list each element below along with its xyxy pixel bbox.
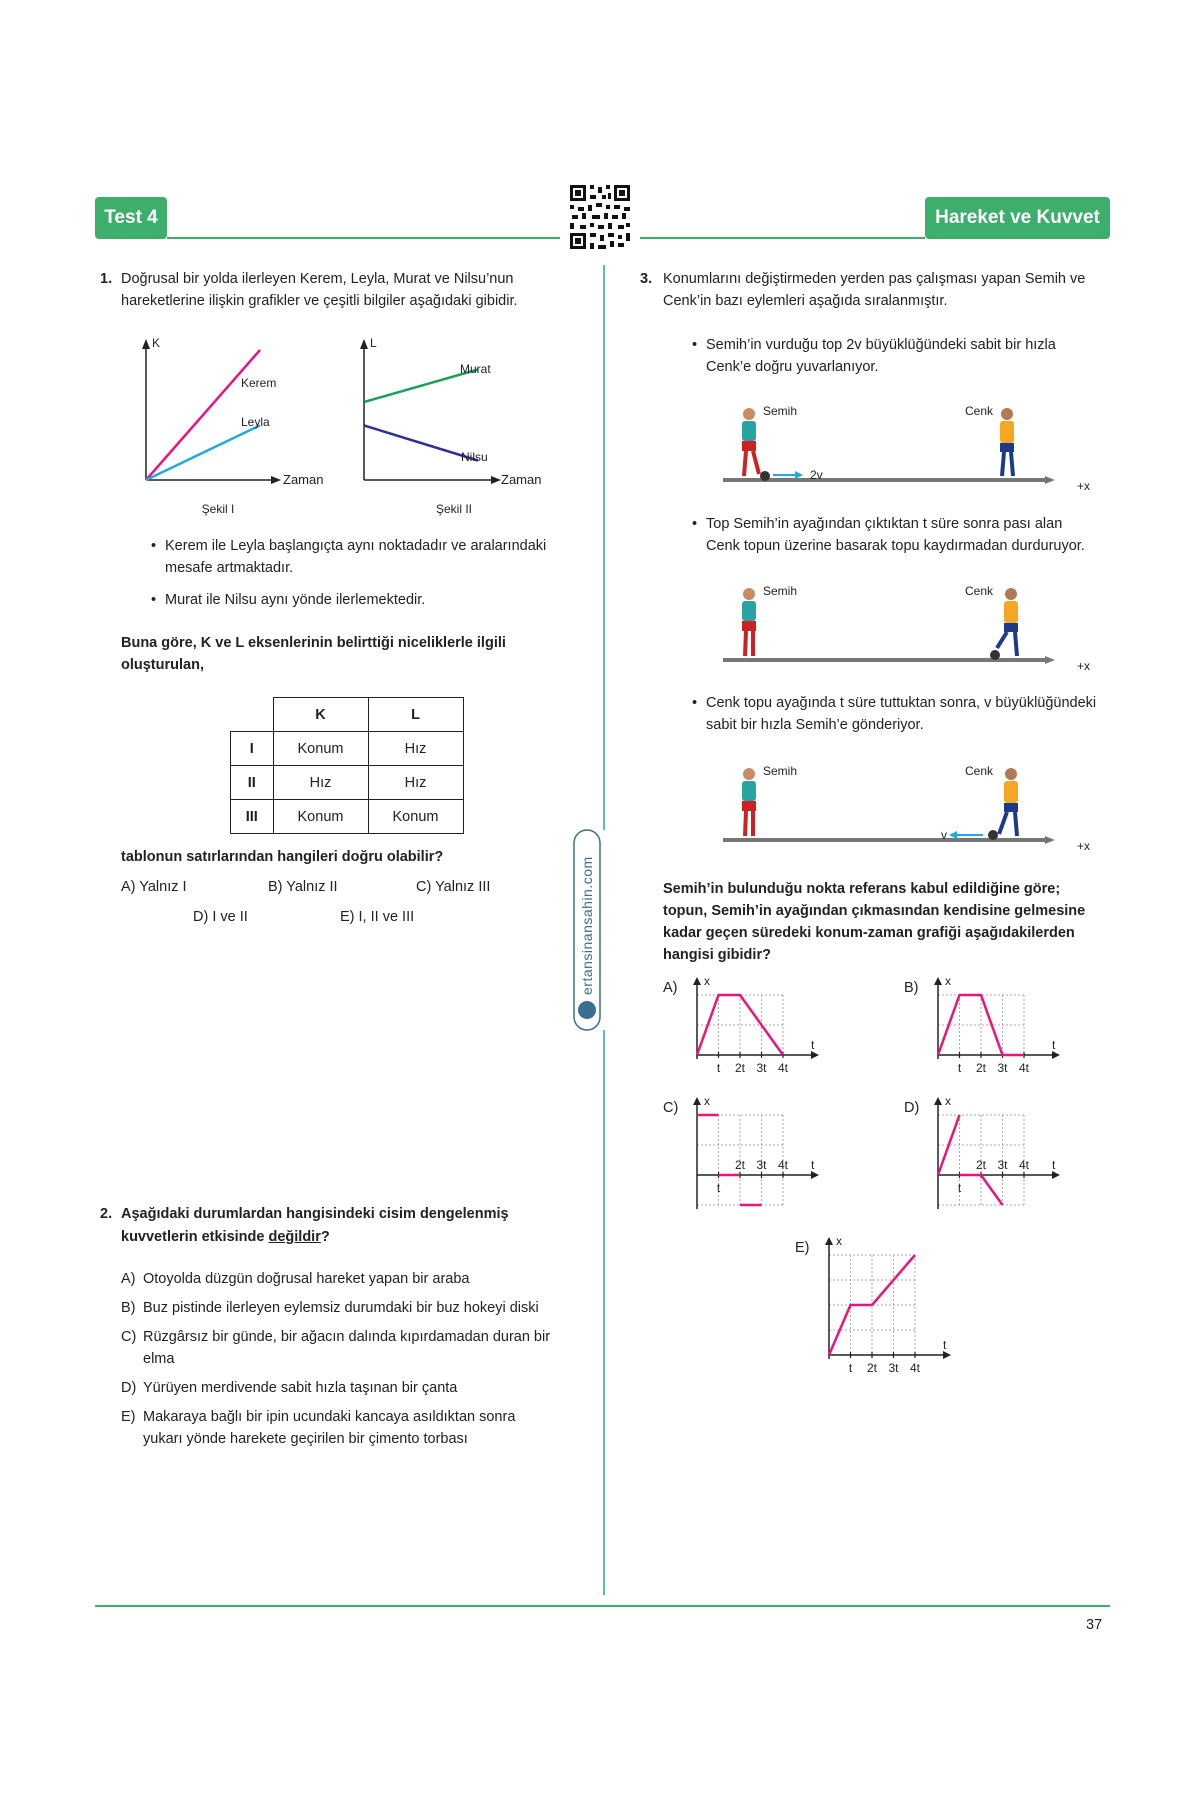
test-label: Test 4: [95, 197, 167, 239]
q3-choice-a-label[interactable]: A): [663, 980, 678, 996]
q2-option-e[interactable]: [121, 1406, 571, 1450]
header-rule-right: [640, 237, 925, 239]
q2-option-b[interactable]: [121, 1297, 571, 1319]
table-cell: Konum: [273, 732, 368, 766]
q1-intro-line2: hareketlerine ilişkin grafikler ve çeşitli bilgiler aşağıdaki gibidir.: [121, 293, 518, 309]
q1-figure1: [130, 335, 324, 525]
fig1-caption: Şekil I: [201, 502, 235, 516]
q3-bullet2-line1: • Top Semih’in ayağından çıktıktan t süre sonra pası alan: [706, 513, 1062, 535]
fig2-axis-y: L: [370, 336, 377, 350]
scene1-player2: Cenk: [965, 404, 994, 418]
table-row-label: III: [231, 800, 274, 834]
q1-option-a[interactable]: A) Yalnız I: [121, 879, 187, 895]
q2-option-letter: B): [121, 1300, 136, 1316]
qr-code-icon: [568, 183, 632, 251]
fig2-caption: Şekil II: [435, 502, 473, 516]
table-cell: Konum: [368, 800, 463, 834]
semih-player-icon: [742, 408, 759, 476]
q2-option-a[interactable]: [121, 1268, 571, 1290]
q1-figure2: [348, 335, 548, 525]
graph-segment: [938, 1115, 960, 1175]
q3-stem-line2: topun, Semih’in ayağından çıkmasından kendisine gelmesine: [663, 903, 1086, 919]
website-label: [572, 830, 602, 1030]
page-number: 37: [1086, 1617, 1103, 1633]
q1-bullet1-line1: • Kerem ile Leyla başlangıçta aynı noktadadır ve aralarındaki: [165, 535, 546, 557]
x-tick-label: 2t: [866, 1361, 878, 1375]
q3-choice-d-label[interactable]: D): [904, 1100, 920, 1116]
scene1-axis: +x: [1077, 479, 1091, 493]
semih-player-icon: [742, 768, 756, 836]
scene2-player1: Semih: [763, 584, 798, 598]
x-tick-label: 2t: [975, 1158, 987, 1172]
scene3-axis: +x: [1077, 839, 1091, 853]
cenk-player-icon: [1000, 408, 1014, 476]
y-axis-arrow: [934, 977, 942, 985]
q2-option-c[interactable]: [121, 1326, 571, 1370]
x-axis-arrow: [1052, 1171, 1060, 1179]
x-tick-label: 3t: [997, 1158, 1008, 1172]
x-axis-arrow: [811, 1171, 819, 1179]
header-rule-left: [167, 237, 560, 239]
table-row: [231, 800, 464, 834]
scene3-player2: Cenk: [965, 764, 994, 778]
q1-table: [230, 697, 464, 834]
scene2-axis: +x: [1077, 659, 1091, 673]
q1-option-d[interactable]: D) I ve II: [193, 909, 248, 925]
q1-question: tablonun satırlarından hangileri doğru olabilir?: [121, 849, 444, 865]
x-tick-label: 2t: [975, 1061, 987, 1075]
q3-choice-d-graph[interactable]: [926, 1095, 1076, 1215]
q2-stem-line2: [121, 1226, 330, 1248]
q2-stem-line1: Aşağıdaki durumlardan hangisindeki cisim dengelenmiş: [121, 1206, 509, 1222]
q1-stem-line2: oluşturulan,: [121, 657, 204, 673]
y-axis-arrow: [693, 1097, 701, 1105]
table-header-k: K: [273, 698, 368, 732]
y-axis-label: x: [704, 1094, 710, 1108]
q1-option-e[interactable]: E) I, II ve III: [340, 909, 415, 925]
fig2-axis-x: Zaman: [501, 472, 542, 487]
q2-option-text: Otoyolda düzgün doğrusal hareket yapan bir araba: [143, 1271, 470, 1287]
x-tick-label: t: [716, 1181, 721, 1195]
x-axis-label: t: [1052, 1038, 1056, 1052]
x-axis-arrow: [1052, 1051, 1060, 1059]
column-divider-top: [603, 265, 605, 830]
q2-option-text: Buz pistinde ilerleyen eylemsiz durumdaki bir buz hokeyi diski: [143, 1300, 539, 1316]
y-axis-arrow: [934, 1097, 942, 1105]
ball-icon: [988, 830, 998, 840]
fig1-axis-y: K: [152, 336, 161, 350]
cenk-player-icon: [999, 768, 1018, 836]
x-tick-label: 3t: [756, 1061, 767, 1075]
x-tick-label: 4t: [777, 1061, 789, 1075]
x-axis-arrow: [811, 1051, 819, 1059]
scene3-player1: Semih: [763, 764, 798, 778]
footer-rule: [95, 1605, 1110, 1607]
q3-bullet3-line1: • Cenk topu ayağında t süre tuttuktan sonra, v büyüklüğündeki: [706, 692, 1096, 714]
q3-choice-e-label[interactable]: E): [795, 1240, 810, 1256]
y-axis-arrow: [825, 1237, 833, 1245]
x-tick-label: 4t: [777, 1158, 789, 1172]
table-row: [231, 766, 464, 800]
x-tick-label: 3t: [888, 1361, 899, 1375]
q1-number: 1.: [100, 271, 113, 287]
x-tick-label: t: [716, 1061, 721, 1075]
column-divider-bottom: [603, 1030, 605, 1595]
scene2-player2: Cenk: [965, 584, 994, 598]
table-row: [231, 732, 464, 766]
q3-choice-c-label[interactable]: C): [663, 1100, 679, 1116]
x-tick-label: 4t: [1018, 1158, 1030, 1172]
graph-segment: [981, 1175, 1003, 1205]
q3-choice-c-graph[interactable]: [685, 1095, 835, 1215]
scene3-speed: v: [941, 828, 947, 842]
x-axis-label: t: [943, 1338, 947, 1352]
q2-option-text: Yürüyen merdivende sabit hızla taşınan bir çanta: [143, 1380, 458, 1396]
q3-bullet1-line2: Cenk’e doğru yuvarlanıyor.: [706, 359, 879, 375]
scene1-player1: Semih: [763, 404, 798, 418]
x-tick-label: 3t: [756, 1158, 767, 1172]
q1-bullet1-line2: mesafe artmaktadır.: [165, 560, 294, 576]
table-cell: Hız: [273, 766, 368, 800]
table-header-l: L: [368, 698, 463, 732]
x-tick-label: 4t: [1018, 1061, 1030, 1075]
q3-number: 3.: [640, 271, 653, 287]
y-axis-arrow: [693, 977, 701, 985]
q2-stem-post: ?: [320, 1229, 330, 1245]
x-axis-label: t: [811, 1038, 815, 1052]
q1-intro-line1: Doğrusal bir yolda ilerleyen Kerem, Leyla, Murat ve Nilsu’nun: [121, 271, 514, 287]
q2-option-text: Rüzgârsız bir günde, bir ağacın dalında kıpırdamadan duran bir: [143, 1329, 551, 1345]
scene3: [715, 758, 1100, 858]
q2-option-text-line2: elma: [143, 1351, 175, 1367]
q3-intro-line2: Cenk’in bazı eylemleri aşağıda sıralanmıştır.: [663, 293, 948, 309]
q3-choice-a-graph[interactable]: [685, 975, 835, 1075]
x-tick-label: t: [957, 1181, 962, 1195]
fig2-label-murat: Murat: [460, 362, 491, 376]
q2-option-letter: A): [121, 1271, 136, 1287]
q3-choice-b-label[interactable]: B): [904, 980, 919, 996]
scene1: [715, 398, 1100, 498]
table-row-label: I: [231, 732, 274, 766]
y-axis-label: x: [945, 974, 951, 988]
q2-number: 2.: [100, 1206, 113, 1222]
unit-title: Hareket ve Kuvvet: [925, 197, 1110, 239]
x-axis-arrow: [943, 1351, 951, 1359]
q2-option-letter: E): [121, 1409, 136, 1425]
q3-bullet3-line2: sabit bir hızla Semih’e gönderiyor.: [706, 717, 924, 733]
website-text: ertansinansahin.com: [579, 856, 595, 995]
x-tick-label: 2t: [734, 1061, 746, 1075]
table-cell: Hız: [368, 732, 463, 766]
q3-stem-line3: kadar geçen süredeki konum-zaman grafiği aşağıdakilerden: [663, 925, 1075, 941]
table-cell: Hız: [368, 766, 463, 800]
q2-option-d[interactable]: [121, 1377, 571, 1399]
q2-option-letter: C): [121, 1329, 137, 1345]
cenk-player-icon: [997, 588, 1018, 656]
q2-stem-pre: kuvvetlerin etkisinde: [121, 1229, 269, 1245]
q3-stem-line4: hangisi gibidir?: [663, 947, 771, 963]
semih-player-icon: [742, 588, 756, 656]
y-axis-label: x: [704, 974, 710, 988]
fig1-label-kerem: Kerem: [241, 376, 277, 390]
q1-bullet2: • Murat ile Nilsu aynı yönde ilerlemektedir.: [165, 589, 425, 611]
leyla-line: [146, 425, 260, 480]
q1-option-c[interactable]: C) Yalnız III: [416, 879, 491, 895]
q2-option-text-line2: yukarı yönde harekete geçirilen bir çimento torbası: [143, 1431, 468, 1447]
q2-option-letter: D): [121, 1380, 137, 1396]
q1-option-b[interactable]: B) Yalnız II: [268, 879, 338, 895]
table-corner: [231, 698, 274, 732]
q3-intro-line1: Konumlarını değiştirmeden yerden pas çalışması yapan Semih ve: [663, 271, 1086, 287]
q3-choice-e-graph[interactable]: [817, 1235, 967, 1375]
q3-stem-line1: Semih’in bulunduğu nokta referans kabul edildiğine göre;: [663, 881, 1061, 897]
table-cell: Konum: [273, 800, 368, 834]
fig1-axis-x: Zaman: [283, 472, 324, 487]
ball-icon: [990, 650, 1000, 660]
x-axis-label: t: [1052, 1158, 1056, 1172]
ball-icon: [760, 471, 770, 481]
y-axis-label: x: [945, 1094, 951, 1108]
q3-bullet2-line2: Cenk topun üzerine basarak topu kaydırmadan durduruyor.: [706, 538, 1085, 554]
scene2: [715, 578, 1100, 678]
table-row-label: II: [231, 766, 274, 800]
fig2-label-nilsu: Nilsu: [461, 450, 488, 464]
q2-stem-emph: değildir: [268, 1229, 321, 1245]
scene1-speed: 2v: [810, 468, 823, 482]
q2-option-text: Makaraya bağlı bir ipin ucundaki kancaya asıldıktan sonra: [143, 1409, 516, 1425]
x-axis-label: t: [811, 1158, 815, 1172]
y-axis-label: x: [836, 1234, 842, 1248]
x-tick-label: 4t: [909, 1361, 921, 1375]
fig1-label-leyla: Leyla: [241, 415, 270, 429]
q3-choice-b-graph[interactable]: [926, 975, 1076, 1075]
x-tick-label: 2t: [734, 1158, 746, 1172]
x-tick-label: t: [957, 1061, 962, 1075]
x-tick-label: t: [848, 1361, 853, 1375]
q1-stem-line1: Buna göre, K ve L eksenlerinin belirttiği niceliklerle ilgili: [121, 635, 506, 651]
x-tick-label: 3t: [997, 1061, 1008, 1075]
q3-bullet1-line1: • Semih’in vurduğu top 2v büyüklüğündeki sabit bir hızla: [706, 334, 1056, 356]
